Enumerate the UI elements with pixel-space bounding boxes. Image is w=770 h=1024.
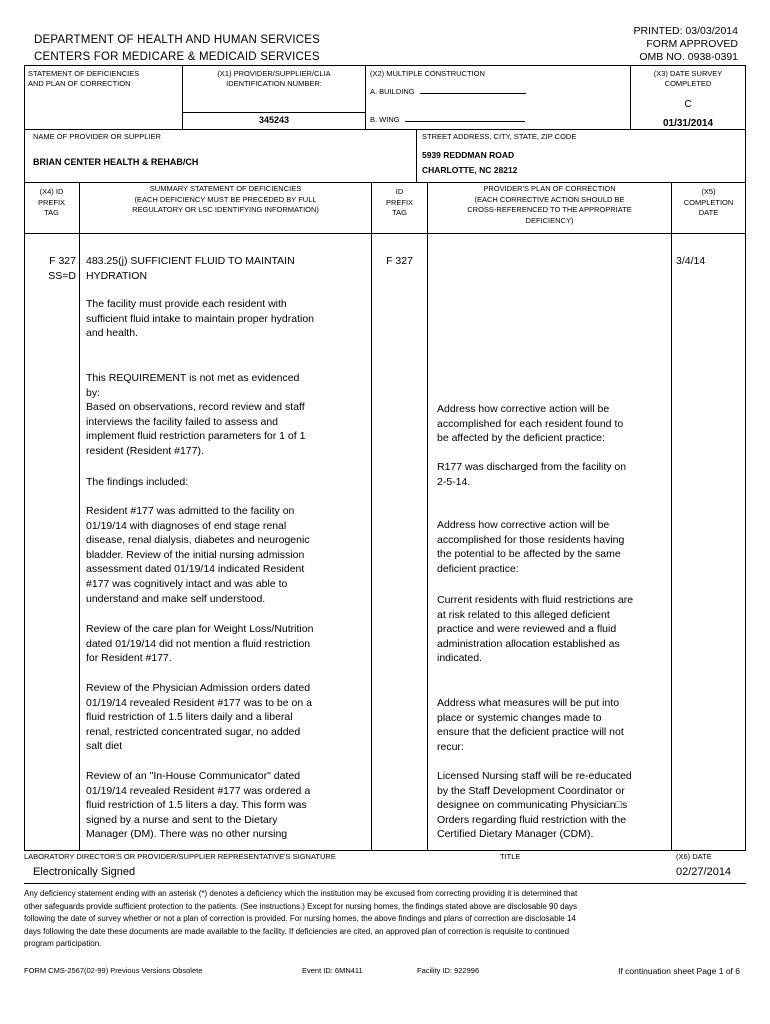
provider-name-label: NAME OF PROVIDER OR SUPPLIER — [33, 132, 161, 141]
rule — [24, 233, 746, 234]
wing-blank — [405, 113, 525, 122]
scope-severity: SS=D — [48, 270, 76, 282]
form-number: FORM CMS-2567(02-99) Previous Versions Obsolete — [24, 966, 203, 975]
signature-date: 02/27/2014 — [676, 866, 732, 878]
x5-header: (X5) COMPLETION DATE — [683, 187, 734, 217]
rule — [365, 65, 366, 129]
department-title: DEPARTMENT OF HEALTH AND HUMAN SERVICES — [34, 34, 320, 46]
provider-name: BRIAN CENTER HEALTH & REHAB/CH — [33, 157, 199, 167]
rule — [416, 129, 417, 182]
page-indicator: If continuation sheet Page 1 of 6 — [618, 966, 740, 976]
signature-value: Electronically Signed — [33, 866, 136, 878]
rule — [24, 65, 25, 850]
plan-systemic-changes: Address what measures will be put into place or systemic changes made to ensure that the deficient practice will not recur: — [437, 697, 624, 753]
event-id: Event ID: 6MN411 — [302, 966, 363, 975]
rule — [182, 112, 365, 113]
finding-care-plan: Review of the care plan for Weight Loss/Nutrition dated 01/19/14 did not mention a fluid restriction for Resident #177. — [86, 623, 314, 665]
signature-label: LABORATORY DIRECTOR'S OR PROVIDER/SUPPLIER REPRESENTATIVE'S SIGNATURE — [24, 852, 336, 861]
rule — [24, 883, 746, 884]
rule — [630, 65, 631, 129]
rule — [427, 182, 428, 850]
x1-provider-number: 345243 — [258, 115, 290, 125]
facility-id: Facility ID: 922996 — [417, 966, 480, 975]
x6-date-label: (X6) DATE — [676, 852, 712, 861]
plan-current-residents: Current residents with fluid restrictions are at risk related to this alleged deficient practice and were reviewed and a fluid administration allocation established as indicated. — [437, 594, 634, 665]
omb-number: OMB NO. 0938-0391 — [639, 51, 738, 63]
disclosure-footnote: Any deficiency statement ending with an asterisk (*) denotes a deficiency which the institution may be excused from correcting providing it is determined that other safeguards provide sufficient protection to the patients. (See instructions.) Except for nursing homes, the findings stated above are disclosable 90 days following the date of survey whether or not a plan of correction is provided. For nursing homes, the above findings and plans of correction are disclosable 14 days following the date these documents are made available to the facility. If deficiencies are cited, an approved plan of correction is requisite to continued program participation. — [24, 889, 578, 948]
x3-survey-date: 01/31/2014 — [662, 118, 714, 129]
x1-label: (X1) PROVIDER/SUPPLIER/CLIA IDENTIFICATION NUMBER: — [217, 69, 331, 88]
x3-label: (X3) DATE SURVEY COMPLETED — [653, 69, 723, 88]
rule — [24, 850, 746, 851]
building-field — [370, 85, 526, 97]
address-label: STREET ADDRESS, CITY, STATE, ZIP CODE — [422, 132, 577, 141]
completion-date: 3/4/14 — [676, 255, 706, 267]
x4-header: (X4) ID PREFIX TAG — [37, 187, 66, 217]
plan-reeducation: Licensed Nursing staff will be re-educated by the Staff Development Coordinator or designee on communicating Physician□s Orders regarding fluid restriction with the Certified Dietary Manager (CDM). — [437, 770, 632, 841]
rule — [671, 182, 672, 850]
rule — [182, 65, 183, 129]
title-label: TITLE — [500, 852, 521, 861]
rule — [745, 65, 746, 850]
requirement-not-met: This REQUIREMENT is not met as evidenced by: Based on observations, record review and staff interviews the facility failed to assess and implement fluid restriction parameters for 1 of 1 resident (Resident #177). — [86, 372, 306, 457]
wing-field — [370, 113, 525, 125]
findings-intro: The findings included: — [86, 476, 189, 488]
rule — [24, 182, 746, 183]
statement-label: STATEMENT OF DEFICIENCIES AND PLAN OF CORRECTION — [28, 69, 140, 88]
deficiency-tag: F 327 — [49, 255, 76, 267]
id-prefix-header: ID PREFIX TAG — [385, 187, 414, 217]
form-approved: FORM APPROVED — [646, 38, 738, 50]
summary-header: SUMMARY STATEMENT OF DEFICIENCIES (EACH DEFICIENCY MUST BE PRECEDED BY FULL REGULATORY OR LSC IDENTIFYING INFORMATION) — [132, 184, 319, 214]
rule — [24, 65, 746, 66]
finding-physician-orders: Review of the Physician Admission orders dated 01/19/14 revealed Resident #177 was to be on a fluid restriction of 1.5 liters daily and a liberal renal, restricted concentrated sugar, no added salt diet — [86, 682, 312, 753]
rule — [79, 182, 80, 850]
plan-potential-residents: Address how corrective action will be accomplished for those residents having the potential to be affected by the same deficient practice: — [437, 519, 625, 575]
rule — [24, 129, 746, 130]
plan-affected-residents: Address how corrective action will be accomplished for each resident found to be affected by the deficient practice: — [437, 403, 624, 445]
regulation-title: 483.25(j) SUFFICIENT FLUID TO MAINTAIN HYDRATION — [86, 255, 295, 282]
centers-title: CENTERS FOR MEDICARE & MEDICAID SERVICES — [34, 51, 320, 63]
street-address: 5939 REDDMAN ROAD — [422, 150, 515, 160]
rule — [371, 182, 372, 850]
x3-code: C — [684, 99, 692, 110]
city-state-zip: CHARLOTTE, NC 28212 — [422, 165, 518, 175]
finding-communicator: Review of an "In-House Communicator" dated 01/19/14 revealed Resident #177 was ordered a fluid restriction of 1.5 liters a day. This form was signed by a nurse and sent to the Dietary Manager (DM). There was no other nursing — [86, 770, 311, 841]
wing-label: B. WING — [370, 115, 400, 124]
building-label: A. BUILDING — [370, 87, 415, 96]
finding-admission: Resident #177 was admitted to the facility on 01/19/14 with diagnoses of end stage renal disease, renal dialysis, diabetes and neurogenic bladder. Review of the initial nursing admission assessment dated 01/19/14 indicated Resident #177 was cognitively intact and was able to understand and make self understood. — [86, 505, 310, 605]
plan-header: PROVIDER'S PLAN OF CORRECTION (EACH CORRECTIVE ACTION SHOULD BE CROSS-REFERENCED TO THE APPROPRIATE DEFICIENCY) — [467, 184, 632, 225]
printed-date: PRINTED: 03/03/2014 — [633, 25, 738, 37]
regulation-text: The facility must provide each resident with sufficient fluid intake to maintain proper hydration and health. — [86, 298, 315, 340]
plan-tag: F 327 — [386, 255, 413, 267]
building-blank — [420, 85, 526, 94]
plan-discharge: R177 was discharged from the facility on 2-5-14. — [437, 461, 627, 488]
x2-label: (X2) MULTIPLE CONSTRUCTION — [370, 69, 485, 78]
